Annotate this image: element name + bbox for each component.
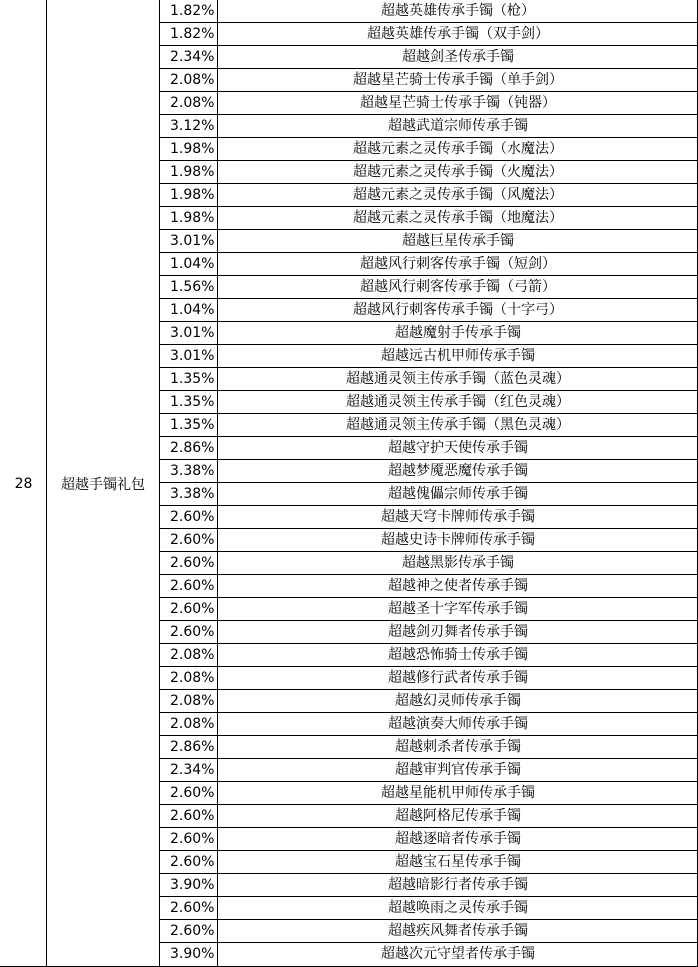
drop-rate-cell: 1.82% xyxy=(170,26,215,42)
table-row xyxy=(160,207,698,230)
row-divider xyxy=(159,781,698,782)
item-name-cell: 超越星能机甲师传承手镯 xyxy=(381,785,535,801)
item-name-cell: 超越宝石星传承手镯 xyxy=(395,854,521,870)
item-name-cell: 超越圣十字军传承手镯 xyxy=(388,601,528,617)
table-row xyxy=(160,828,698,851)
item-name-cell: 超越魔射手传承手镯 xyxy=(395,325,521,341)
drop-rate-cell: 2.60% xyxy=(170,808,215,824)
item-name-cell: 超越逐暗者传承手镯 xyxy=(395,831,521,847)
item-name-cell: 超越风行刺客传承手镯（短剑） xyxy=(360,256,556,272)
row-divider xyxy=(159,804,698,805)
row-divider xyxy=(159,574,698,575)
drop-rate-cell: 2.60% xyxy=(170,578,215,594)
table-row xyxy=(160,874,698,897)
drop-rate-cell: 3.90% xyxy=(170,946,215,962)
row-divider xyxy=(159,758,698,759)
item-name-cell: 超越剑刃舞者传承手镯 xyxy=(388,624,528,640)
item-name-cell: 超越次元守望者传承手镯 xyxy=(381,946,535,962)
item-name-cell: 超越英雄传承手镯（双手剑） xyxy=(367,26,549,42)
table-row xyxy=(160,759,698,782)
item-name-cell: 超越审判官传承手镯 xyxy=(395,762,521,778)
drop-rate-cell: 3.01% xyxy=(170,348,215,364)
column-divider xyxy=(159,0,160,967)
drop-rate-cell: 2.86% xyxy=(170,440,215,456)
row-divider xyxy=(159,712,698,713)
table-row xyxy=(160,230,698,253)
item-name-cell: 超越元素之灵传承手镯（水魔法） xyxy=(353,141,563,157)
item-name-cell: 超越风行刺客传承手镯（弓箭） xyxy=(360,279,556,295)
drop-rate-cell: 3.38% xyxy=(170,486,215,502)
table-row xyxy=(160,575,698,598)
table-row xyxy=(160,368,698,391)
item-name-cell: 超越元素之灵传承手镯（地魔法） xyxy=(353,210,563,226)
row-divider xyxy=(159,919,698,920)
drop-rate-cell: 3.38% xyxy=(170,463,215,479)
row-divider xyxy=(159,597,698,598)
row-divider xyxy=(159,252,698,253)
row-divider xyxy=(159,298,698,299)
table-row xyxy=(160,621,698,644)
row-divider xyxy=(159,689,698,690)
drop-rate-cell: 2.60% xyxy=(170,509,215,525)
column-divider xyxy=(217,0,218,967)
item-name-cell: 超越通灵领主传承手镯（黑色灵魂） xyxy=(346,417,570,433)
table-row xyxy=(160,0,698,23)
drop-rate-cell: 2.34% xyxy=(170,762,215,778)
table-row xyxy=(160,322,698,345)
table-row xyxy=(160,92,698,115)
item-name-cell: 超越远古机甲师传承手镯 xyxy=(381,348,535,364)
table-row xyxy=(160,46,698,69)
row-divider xyxy=(159,275,698,276)
drop-rate-cell: 2.60% xyxy=(170,624,215,640)
drop-rate-cell: 2.60% xyxy=(170,532,215,548)
table-row xyxy=(160,161,698,184)
row-divider xyxy=(159,206,698,207)
drop-rate-cell: 2.08% xyxy=(170,716,215,732)
item-name-cell: 超越神之使者传承手镯 xyxy=(388,578,528,594)
item-name-cell: 超越风行刺客传承手镯（十字弓） xyxy=(353,302,563,318)
row-divider xyxy=(159,68,698,69)
table-row xyxy=(160,184,698,207)
drop-rate-cell: 2.08% xyxy=(170,670,215,686)
drop-rate-cell: 2.60% xyxy=(170,831,215,847)
row-divider xyxy=(159,390,698,391)
row-divider xyxy=(159,850,698,851)
drop-rate-cell: 2.08% xyxy=(170,647,215,663)
drop-rate-cell: 1.98% xyxy=(170,164,215,180)
drop-rate-cell: 2.60% xyxy=(170,900,215,916)
table-row xyxy=(160,782,698,805)
drop-rate-cell: 3.12% xyxy=(170,118,215,134)
row-divider xyxy=(159,344,698,345)
table-row xyxy=(160,506,698,529)
row-divider xyxy=(159,45,698,46)
drop-rate-cell: 1.98% xyxy=(170,187,215,203)
drop-rate-cell: 2.60% xyxy=(170,854,215,870)
pack-id-cell: 28 xyxy=(14,475,33,492)
row-divider xyxy=(159,666,698,667)
drop-rate-cell: 3.90% xyxy=(170,877,215,893)
item-name-cell: 超越傀儡宗师传承手镯 xyxy=(388,486,528,502)
table-row xyxy=(160,644,698,667)
row-divider xyxy=(159,229,698,230)
table-row xyxy=(160,897,698,920)
row-divider xyxy=(159,620,698,621)
row-divider xyxy=(159,482,698,483)
row-divider xyxy=(159,114,698,115)
row-divider xyxy=(159,873,698,874)
table-row xyxy=(160,345,698,368)
column-divider xyxy=(46,0,47,967)
table-row xyxy=(160,23,698,46)
item-name-cell: 超越通灵领主传承手镯（红色灵魂） xyxy=(346,394,570,410)
item-name-cell: 超越唤雨之灵传承手镯 xyxy=(388,900,528,916)
drop-rate-cell: 2.60% xyxy=(170,601,215,617)
drop-rate-cell: 2.60% xyxy=(170,923,215,939)
drop-rate-cell: 1.35% xyxy=(170,394,215,410)
drop-rate-cell: 1.82% xyxy=(170,3,215,19)
drop-rate-cell: 2.08% xyxy=(170,72,215,88)
drop-rate-cell: 3.01% xyxy=(170,233,215,249)
item-name-cell: 超越武道宗师传承手镯 xyxy=(388,118,528,134)
drop-rate-cell: 1.35% xyxy=(170,371,215,387)
item-name-cell: 超越恐怖骑士传承手镯 xyxy=(388,647,528,663)
table-row xyxy=(160,736,698,759)
table-row xyxy=(160,943,698,966)
item-name-cell: 超越梦魇恶魔传承手镯 xyxy=(388,463,528,479)
drop-rate-cell: 2.34% xyxy=(170,49,215,65)
drop-rate-cell: 2.60% xyxy=(170,785,215,801)
item-name-cell: 超越阿格尼传承手镯 xyxy=(395,808,521,824)
table-row xyxy=(160,276,698,299)
item-name-cell: 超越疾风舞者传承手镯 xyxy=(388,923,528,939)
item-name-cell: 超越英雄传承手镯（枪） xyxy=(381,3,535,19)
table-row xyxy=(160,805,698,828)
table-row xyxy=(160,552,698,575)
row-divider xyxy=(159,183,698,184)
table-row xyxy=(160,667,698,690)
row-divider xyxy=(159,413,698,414)
item-name-cell: 超越史诗卡牌师传承手镯 xyxy=(381,532,535,548)
row-divider xyxy=(159,827,698,828)
item-name-cell: 超越演奏大师传承手镯 xyxy=(388,716,528,732)
row-divider xyxy=(159,137,698,138)
item-name-cell: 超越剑圣传承手镯 xyxy=(402,49,514,65)
row-divider xyxy=(159,367,698,368)
item-name-cell: 超越黑影传承手镯 xyxy=(402,555,514,571)
item-name-cell: 超越星芒骑士传承手镯（钝器） xyxy=(360,95,556,111)
item-name-cell: 超越幻灵师传承手镯 xyxy=(395,693,521,709)
drop-rate-cell: 2.60% xyxy=(170,555,215,571)
table-row xyxy=(160,483,698,506)
table-row xyxy=(160,138,698,161)
item-name-cell: 超越修行武者传承手镯 xyxy=(388,670,528,686)
table-row xyxy=(160,299,698,322)
item-name-cell: 超越暗影行者传承手镯 xyxy=(388,877,528,893)
drop-rate-cell: 1.98% xyxy=(170,141,215,157)
item-name-cell: 超越天穹卡牌师传承手镯 xyxy=(381,509,535,525)
item-name-cell: 超越巨星传承手镯 xyxy=(402,233,514,249)
drop-rate-cell: 1.98% xyxy=(170,210,215,226)
item-name-cell: 超越守护天使传承手镯 xyxy=(388,440,528,456)
table-row xyxy=(160,851,698,874)
table-row xyxy=(160,529,698,552)
row-divider xyxy=(159,22,698,23)
drop-rate-cell: 2.86% xyxy=(170,739,215,755)
row-divider xyxy=(159,735,698,736)
row-divider xyxy=(159,160,698,161)
table-row xyxy=(160,69,698,92)
row-divider xyxy=(159,942,698,943)
drop-rate-cell: 1.04% xyxy=(170,256,215,272)
item-name-cell: 超越元素之灵传承手镯（风魔法） xyxy=(353,187,563,203)
row-divider xyxy=(159,643,698,644)
table-row xyxy=(160,253,698,276)
row-divider xyxy=(159,436,698,437)
drop-rate-cell: 2.08% xyxy=(170,95,215,111)
drop-rate-cell: 1.04% xyxy=(170,302,215,318)
drop-rate-cell: 2.08% xyxy=(170,693,215,709)
row-divider xyxy=(159,321,698,322)
table-row xyxy=(160,391,698,414)
table-row xyxy=(160,713,698,736)
drop-rate-cell: 1.35% xyxy=(170,417,215,433)
drop-rate-cell: 1.56% xyxy=(170,279,215,295)
table-row xyxy=(160,690,698,713)
row-divider xyxy=(159,91,698,92)
item-name-cell: 超越通灵领主传承手镯（蓝色灵魂） xyxy=(346,371,570,387)
row-divider xyxy=(159,459,698,460)
table-row xyxy=(160,598,698,621)
table-row xyxy=(160,460,698,483)
pack-name-cell: 超越手镯礼包 xyxy=(61,476,145,493)
row-divider xyxy=(159,551,698,552)
table-row xyxy=(160,920,698,943)
table-row xyxy=(160,437,698,460)
row-divider xyxy=(159,505,698,506)
item-name-cell: 超越元素之灵传承手镯（火魔法） xyxy=(353,164,563,180)
item-name-cell: 超越星芒骑士传承手镯（单手剑） xyxy=(353,72,563,88)
item-name-cell: 超越刺杀者传承手镯 xyxy=(395,739,521,755)
table-row xyxy=(160,115,698,138)
row-divider xyxy=(159,896,698,897)
drop-rate-cell: 3.01% xyxy=(170,325,215,341)
row-divider xyxy=(159,528,698,529)
table-row xyxy=(160,414,698,437)
